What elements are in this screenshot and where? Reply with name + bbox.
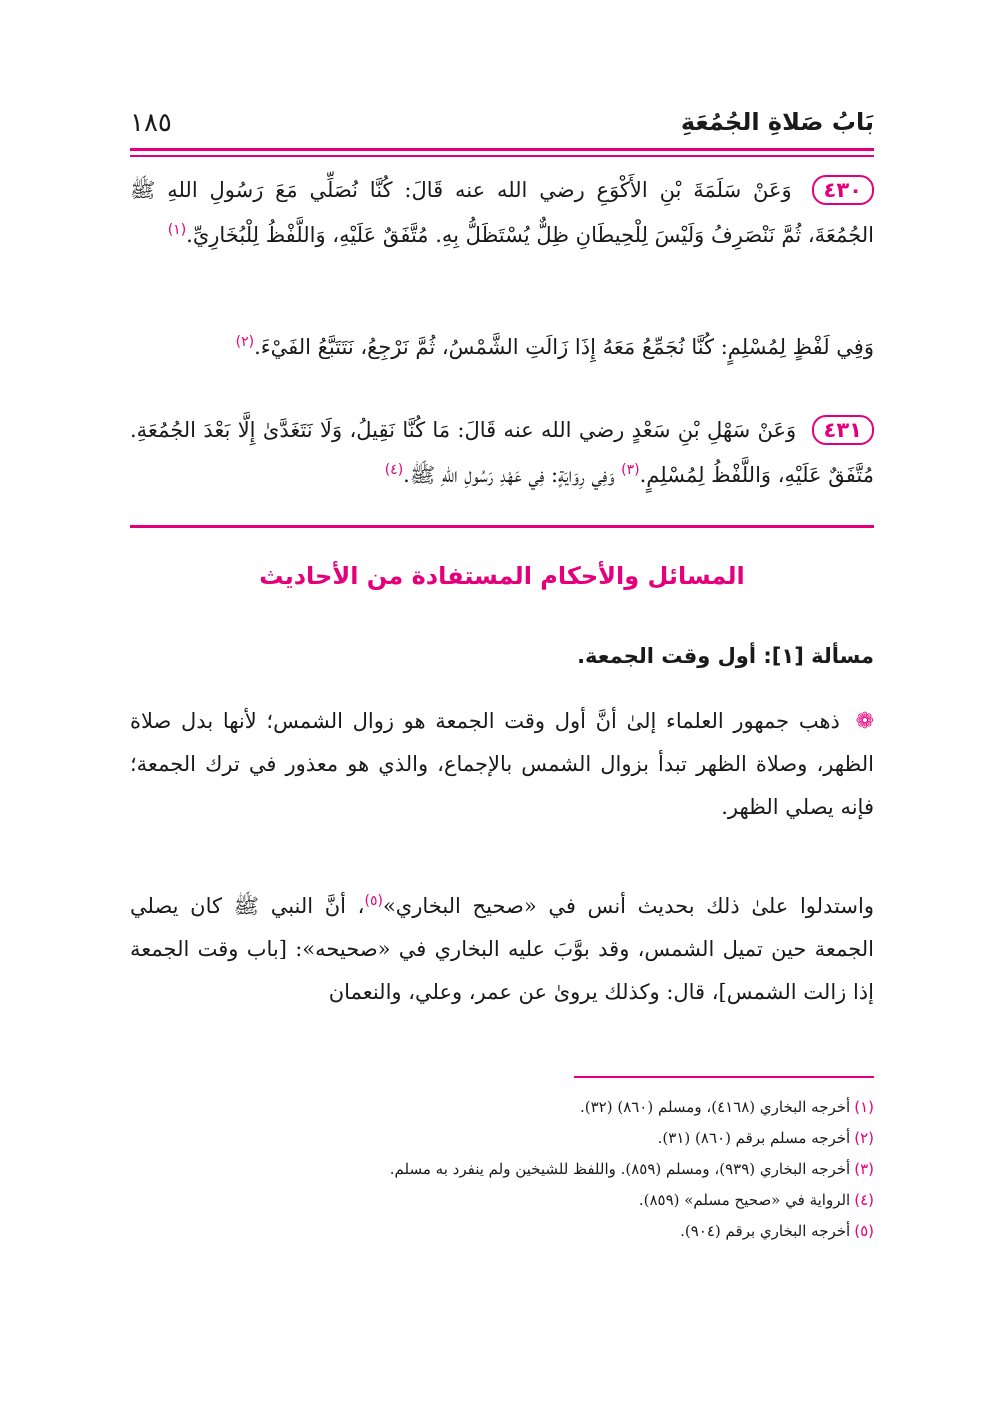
footnotes (130, 1092, 874, 1247)
hadith-text: وَعَنْ سَهْلِ بْنِ سَعْدٍ رضي الله عنه قَالَ: مَا كُنَّا نَقِيلُ، وَلَا نَتَغَدَّىٰ إِلَّا بَعْدَ الجُمُعَةِ. مُتَّفَقٌ عَلَيْهِ، وَاللَّفْظُ لِمُسْلِمٍ. (130, 418, 874, 487)
footnote-text: الرواية في «صحيح مسلم» (٨٥٩). (638, 1191, 851, 1209)
hadith-number-badge: ٤٣٠ (812, 175, 874, 205)
paragraph-1 (130, 700, 874, 829)
section-divider (130, 525, 874, 528)
header-rule-thin (130, 155, 874, 157)
paragraph-text: ، أنَّ النبي ﷺ كان يصلي الجمعة حين تميل الشمس، وقد بوَّبَ عليه البخاري في «صحيحه»: [باب وقت الجمعة إذا زالت الشمس]، قال: وكذلك يروىٰ عن عمر، وعلي، والنعمان (130, 894, 874, 1004)
footnote-ref: (٥) (364, 893, 383, 909)
running-title: بَابُ صَلاةِ الجُمُعَةِ (680, 108, 874, 136)
hadith-text: وَعَنْ سَلَمَةَ بْنِ الأَكْوَعِ رضي الله عنه قَالَ: كُنَّا نُصَلِّي مَعَ رَسُولِ اللهِ ﷺ الجُمُعَةَ، ثُمَّ نَنْصَرِفُ وَلَيْسَ لِلْحِيطَانِ ظِلٌّ يُسْتَظَلُّ بِهِ. مُتَّفَقٌ عَلَيْهِ، وَاللَّفْظُ لِلْبُخَارِيِّ. (130, 178, 874, 247)
footnote-text: أخرجه البخاري (٤١٦٨)، ومسلم (٨٦٠) (٣٢). (579, 1098, 851, 1116)
section-heading: المسائل والأحكام المستفادة من الأحاديث (259, 562, 745, 590)
footnote-ref: (٣) (621, 462, 640, 478)
footnote-ref: (٢) (235, 334, 255, 350)
hadith-extra-text: وَفِي لَفْظٍ لِمُسْلِمٍ: كُنَّا نُجَمِّعُ مَعَهُ إِذَا زَالَتِ الشَّمْسُ، ثُمَّ نَرْجِعُ، نَتَتَبَّعُ الفَيْءَ. (254, 335, 874, 359)
page-header (130, 108, 874, 148)
footnote-number: (٣) (854, 1160, 874, 1178)
header-rule (130, 148, 874, 151)
issue-heading (577, 644, 874, 668)
hadith-extra-text: وَفِي رِوَايَةٍ: فِي عَهْدِ رَسُولِ اللهِ ﷺ. (403, 463, 615, 487)
footnote-number: (١) (854, 1098, 874, 1116)
hadith-431 (130, 410, 874, 495)
hadith-430-extra (130, 322, 874, 367)
footnote (130, 1092, 874, 1123)
footnote-number: (٢) (854, 1129, 874, 1147)
footnote-text: أخرجه مسلم برقم (٨٦٠) (٣١). (657, 1129, 851, 1147)
paragraph-text: ذهب جمهور العلماء إلىٰ أنَّ أول وقت الجمعة هو زوال الشمس؛ لأنها بدل صلاة الظهر، وصلاة الظهر تبدأ بزوال الشمس بالإجماع، والذي هو معذور في ترك الجمعة؛ فإنه يصلي الظهر. (130, 709, 874, 819)
paragraph-text: واستدلوا علىٰ ذلك بحديث أنس في «صحيح البخاري» (382, 894, 874, 918)
footnote-text: أخرجه البخاري (٩٣٩)، ومسلم (٨٥٩). واللفظ للشيخين ولم ينفرد به مسلم. (389, 1160, 851, 1178)
paragraph-2 (130, 880, 874, 1014)
footnote (130, 1185, 874, 1216)
issue-label: مسألة [١]: (763, 644, 874, 668)
footnote-ref: (١) (167, 222, 187, 238)
hadith-430 (130, 170, 874, 255)
page-number: ١٨٥ (130, 108, 172, 138)
footnote (130, 1154, 874, 1185)
footnote-number: (٤) (854, 1191, 874, 1209)
footnote-rule (574, 1076, 874, 1078)
hadith-number-badge: ٤٣١ (812, 415, 874, 445)
flower-ornament-icon: ❁ (855, 709, 874, 734)
footnote (130, 1123, 874, 1154)
footnote-ref: (٤) (384, 462, 404, 478)
footnote-text: أخرجه البخاري برقم (٩٠٤). (680, 1222, 851, 1240)
footnote (130, 1216, 874, 1247)
footnote-number: (٥) (854, 1222, 874, 1240)
issue-title: أول وقت الجمعة. (577, 644, 757, 668)
